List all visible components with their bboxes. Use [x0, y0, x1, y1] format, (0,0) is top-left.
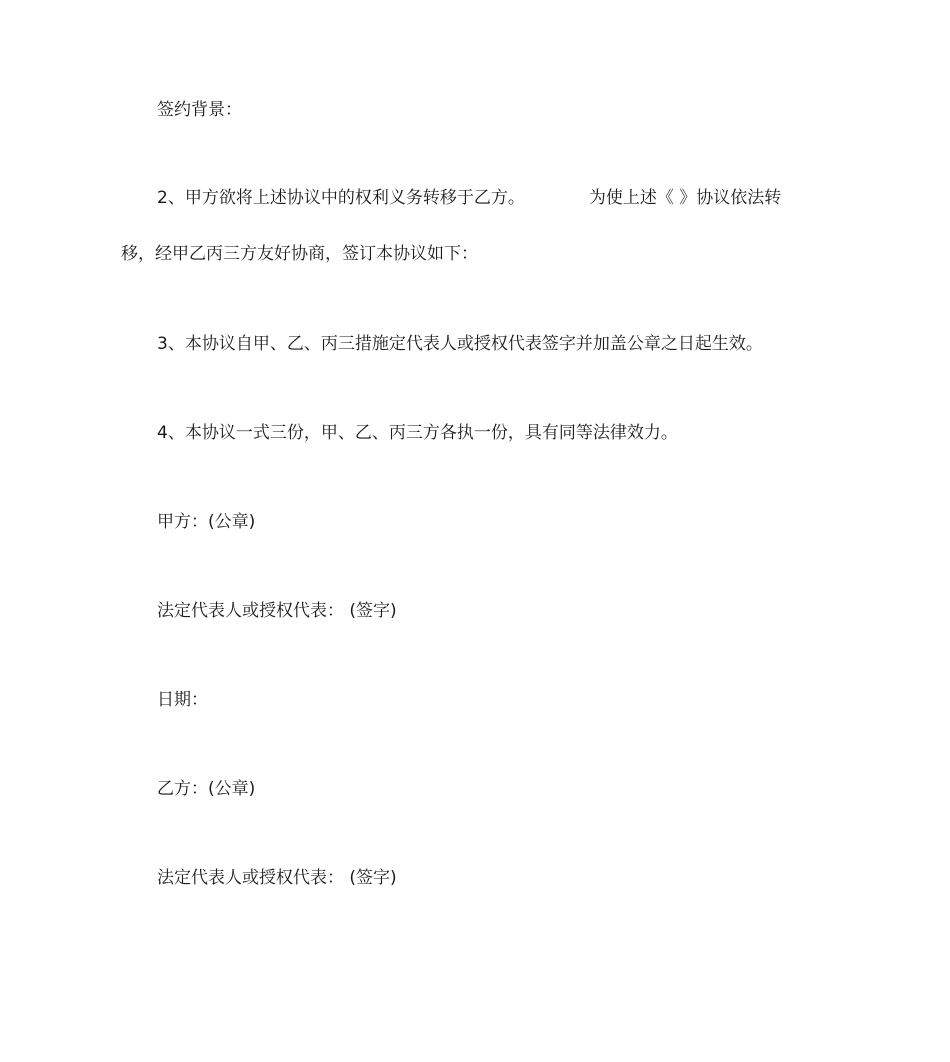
party-a-label: 甲方：(公章)	[157, 512, 256, 532]
party-a-date: 日期：	[157, 690, 208, 710]
party-b-label: 乙方：(公章)	[157, 779, 256, 799]
clause-2-part-1: 2、甲方欲将上述协议中的权利义务转移于乙方。	[157, 188, 525, 208]
party-b-representative: 法定代表人或授权代表： (签字)	[157, 868, 397, 888]
clause-3: 3、本协议自甲、乙、丙三措施定代表人或授权代表签字并加盖公章之日起生效。	[157, 334, 763, 354]
clause-4: 4、本协议一式三份，甲、乙、丙三方各执一份，具有同等法律效力。	[157, 423, 678, 443]
party-a-representative: 法定代表人或授权代表： (签字)	[157, 601, 397, 621]
background-heading: 签约背景：	[157, 100, 242, 120]
clause-2-line-2: 移，经甲乙丙三方友好协商，签订本协议如下：	[121, 244, 478, 264]
clause-2-line-1	[157, 187, 781, 209]
clause-2-part-2: 为使上述《 》协议依法转	[588, 188, 782, 208]
